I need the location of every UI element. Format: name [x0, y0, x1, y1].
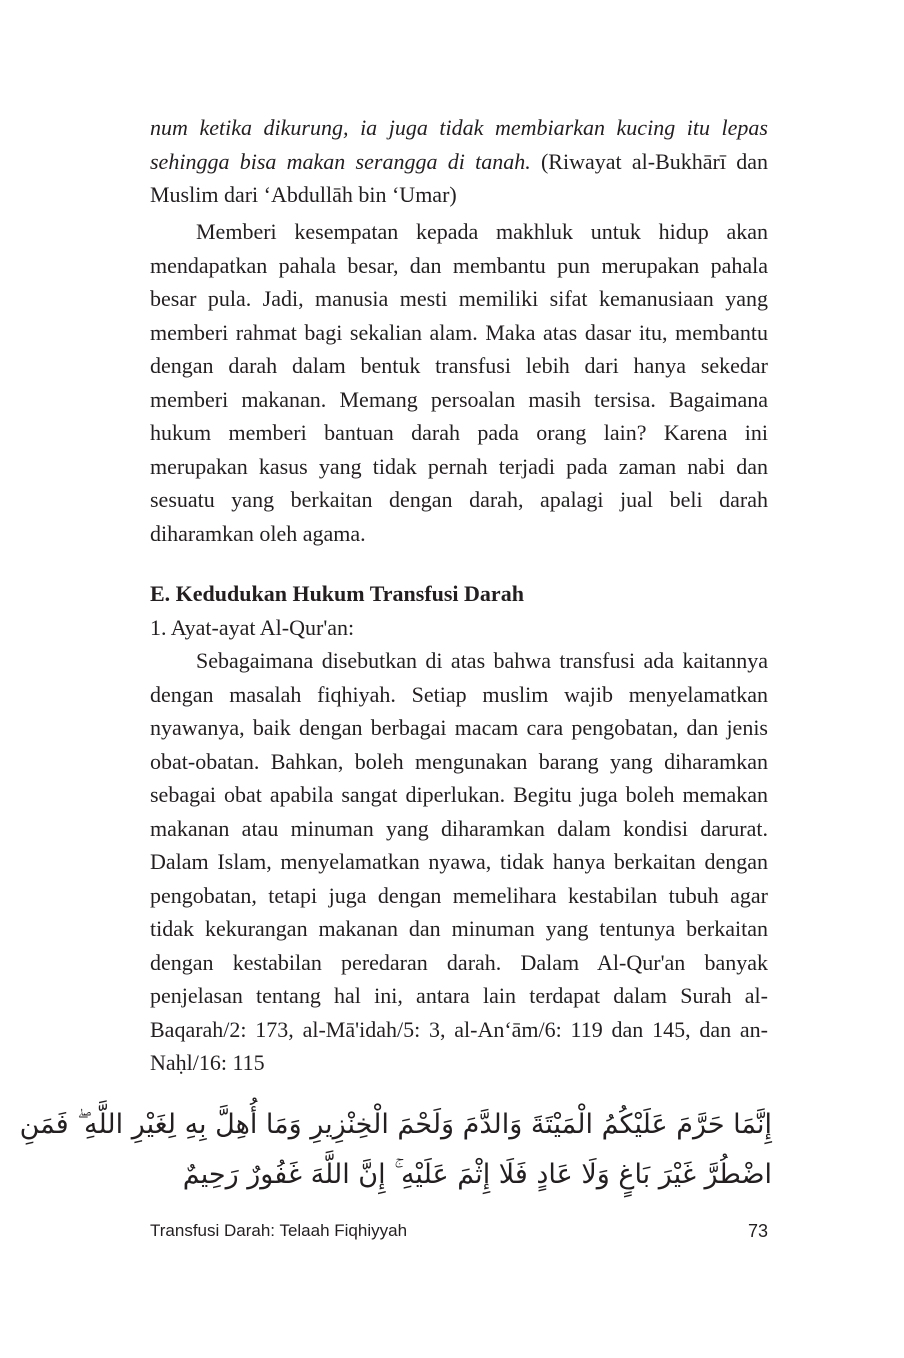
quran-verse-line-1: إِنَّمَا حَرَّمَ عَلَيْكُمُ الْمَيْتَةَ وَالدَّمَ وَلَحْمَ الْخِنْزِيرِ وَمَا أُهِلَّ بِهِ لِغَيْرِ اللَّهِ ۖ فَمَنِ: [19, 1109, 772, 1140]
section-heading: E. Kedudukan Hukum Transfusi Darah: [150, 581, 524, 606]
page-number: 73: [747, 1221, 768, 1241]
paragraph-text: Sebagaimana disebutkan di atas bahwa transfusi ada kaitannya dengan masalah fiqhiyah. Setiap muslim wajib menyelamatkan nyawanya, baik dengan berbagai macam cara pengobatan, dan jenis obat-obatan. Bahkan, boleh mengunakan barang yang diharamkan sebagai obat apabila sangat diperlukan. Begitu juga boleh memakan makanan atau minuman yang diharamkan dalam kondisi darurat. Dalam Islam, menyelamatkan nyawa, tidak hanya berkaitan dengan pengobatan, tetapi juga dengan memelihara kestabilan tubuh agar tidak kekurangan makanan dan minuman yang tentunya berkaitan dengan kestabilan peredaran darah. Dalam Al-Qur'an banyak penjelasan tentang hal ini, antara lain terdapat dalam Surah al-Baqarah/2: 173, al-Mā'idah/5: 3, al-An‘ām/6: 119 dan 145, dan an-Naḥl/16: 115: [150, 648, 768, 1075]
intro-paragraph: [150, 111, 768, 212]
paragraph-text: Memberi kesempatan kepada makhluk untuk hidup akan mendapatkan pahala besar, dan membantu pun merupakan pahala besar pula. Jadi, manusia mesti memiliki sifat kemanusiaan yang memberi rahmat bagi sekalian alam. Maka atas dasar itu, membantu dengan darah dalam bentuk transfusi lebih dari hanya sekedar memberi makanan. Memang persoalan masih tersisa. Bagaimana hukum memberi bantuan darah pada orang lain? Karena ini merupakan kasus yang tidak pernah terjadi pada zaman nabi dan sesuatu yang berkaitan dengan darah, apalagi jual beli darah diharamkan oleh agama.: [150, 219, 768, 546]
running-footer-title: Transfusi Darah: Telaah Fiqhiyyah: [150, 1221, 408, 1240]
hadith-citation: (Riwayat al-Bukhārī dan Muslim dari ‘Abdullāh bin ‘Umar): [150, 148, 768, 207]
section-e: [150, 577, 768, 1080]
hadith-italic-text: num ketika dikurung, ia juga tidak membiarkan kucing itu lepas sehingga bisa makan serangga di tanah.: [150, 115, 768, 174]
hadith-quote-continuation: [150, 111, 768, 212]
body-paragraph-1: [150, 215, 768, 550]
quran-verse-line-2: اضْطُرَّ غَيْرَ بَاغٍ وَلَا عَادٍ فَلَا إِثْمَ عَلَيْهِ ۚ إِنَّ اللَّهَ غَفُورٌ رَحِيمٌ: [182, 1159, 772, 1190]
numbered-item-1: 1. Ayat-ayat Al-Qur'an:: [150, 614, 355, 640]
quran-verse: [19, 1100, 772, 1200]
